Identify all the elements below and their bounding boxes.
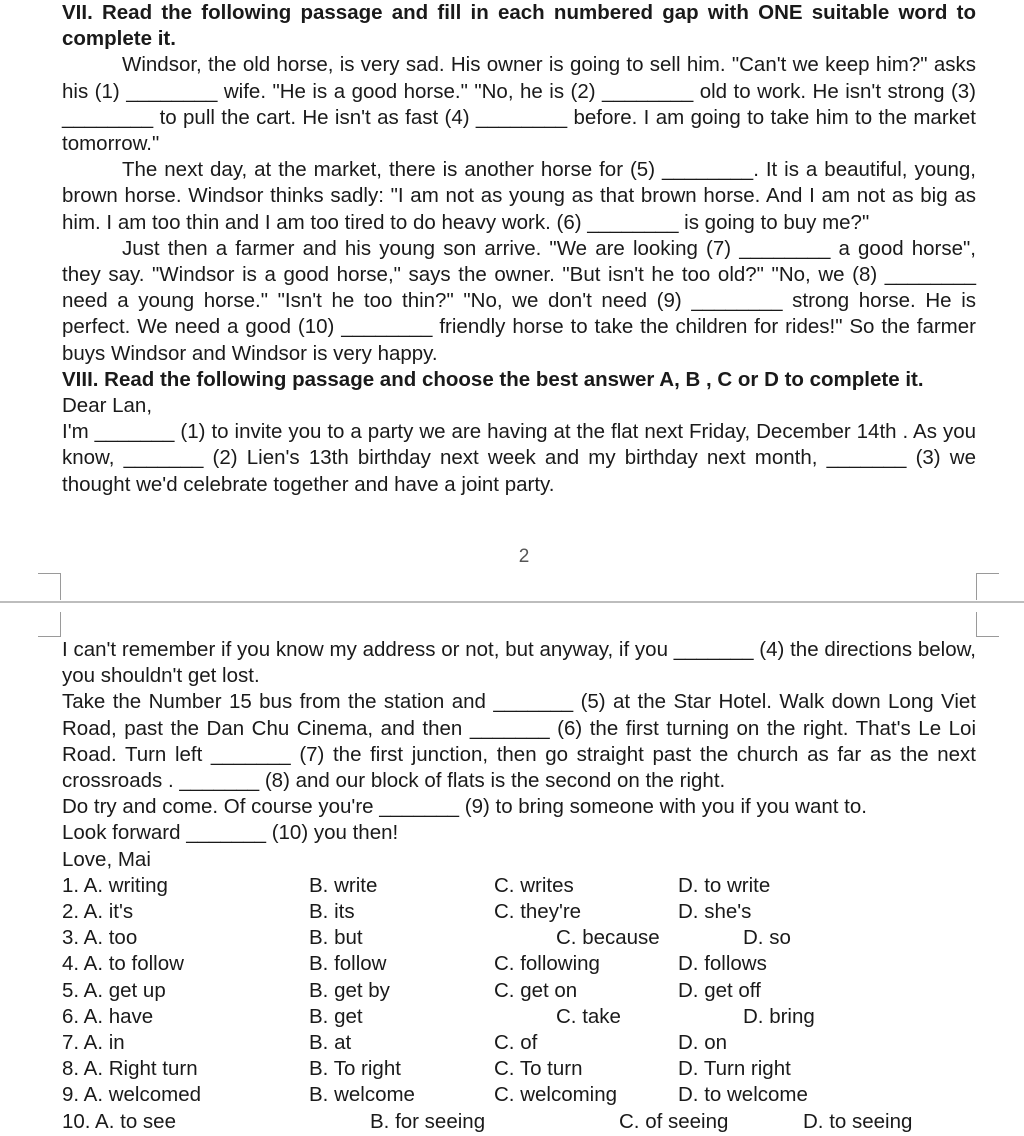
section-7-paragraph-3: Just then a farmer and his young son arrive. "We are looking (7) ________ a good horse", they say. "Windsor is a good horse," says the owner. "But isn't he too old?" "No, we (8) ________ need a young horse." "Isn't he too thin?" "No, we don't need (9) ________ strong horse. He is perfect. We need a good (10) ________ friendly horse to take the children for rides!" So the farmer buys Windsor and Windsor is very happy. xyxy=(62,236,976,365)
option-a: 4. A. to follow xyxy=(62,952,184,976)
option-b: B. welcome xyxy=(309,1083,415,1107)
option-d: D. so xyxy=(743,926,791,950)
option-row xyxy=(62,899,976,925)
option-b: B. write xyxy=(309,873,378,897)
option-a: 9. A. welcomed xyxy=(62,1083,202,1107)
section-7-paragraph-2: The next day, at the market, there is another horse for (5) ________. It is a beautiful, young, brown horse. Windsor thinks sadly: "I am not as young as that brown horse. And I am not as big as him. I am too thin and I am too tired to do heavy work. (6) ________ is going to buy me?" xyxy=(62,158,976,234)
option-b: B. get by xyxy=(309,978,390,1002)
page-corner-mark xyxy=(38,573,61,600)
option-d: D. bring xyxy=(743,1004,815,1028)
option-row xyxy=(62,951,976,977)
page-2 xyxy=(0,604,1024,1136)
option-a: 8. A. Right turn xyxy=(62,1057,198,1081)
option-row xyxy=(62,1004,976,1030)
option-c: C. because xyxy=(556,926,660,950)
option-a: 3. A. too xyxy=(62,926,138,950)
option-d: D. to welcome xyxy=(678,1083,808,1107)
option-c: C. take xyxy=(556,1004,621,1028)
page-corner-mark xyxy=(976,573,999,600)
page-2-content xyxy=(62,637,976,1135)
option-d: D. she's xyxy=(678,900,752,924)
option-d: D. to write xyxy=(678,873,771,897)
option-c: C. of xyxy=(494,1030,538,1054)
option-row xyxy=(62,1030,976,1056)
option-a: 10. A. to see xyxy=(62,1109,176,1133)
option-b: B. follow xyxy=(309,952,387,976)
option-d: D. Turn right xyxy=(678,1057,791,1081)
option-a: 5. A. get up xyxy=(62,978,166,1002)
option-d: D. on xyxy=(678,1030,727,1054)
option-b: B. but xyxy=(309,926,363,950)
option-c: C. following xyxy=(494,952,600,976)
option-row xyxy=(62,873,976,899)
letter-paragraph-2: I can't remember if you know my address or not, but anyway, if you _______ (4) the directions below, you shouldn't get lost. xyxy=(62,638,976,688)
option-d: D. follows xyxy=(678,952,767,976)
option-row xyxy=(62,1082,976,1108)
option-b: B. for seeing xyxy=(370,1109,486,1133)
option-a: 1. A. writing xyxy=(62,873,168,897)
option-row xyxy=(62,1109,976,1135)
option-row xyxy=(62,925,976,951)
option-b: B. To right xyxy=(309,1057,401,1081)
letter-paragraph-5: Look forward _______ (10) you then! xyxy=(62,821,399,845)
option-a: 2. A. it's xyxy=(62,900,134,924)
option-c: C. of seeing xyxy=(619,1109,729,1133)
option-d: D. to seeing xyxy=(803,1109,913,1133)
option-row xyxy=(62,978,976,1004)
answer-options xyxy=(62,873,976,1135)
option-a: 6. A. have xyxy=(62,1004,154,1028)
section-7-paragraph-1: Windsor, the old horse, is very sad. His owner is going to sell him. "Can't we keep him?" asks his (1) ________ wife. "He is a good horse." "No, he is (2) ________ old to work. He isn't strong (3) ________ to pull the cart. He isn't as fast (4) ________ before. I am going to take him to the market tomorrow." xyxy=(62,53,976,156)
option-d: D. get off xyxy=(678,978,761,1002)
letter-paragraph-3: Take the Number 15 bus from the station and _______ (5) at the Star Hotel. Walk down Long Viet Road, past the Dan Chu Cinema, and then _______ (6) the first turning on the right. That's Le Loi Road. Turn left _______ (7) the first junction, then go straight past the church as far as the next crossroads . _______ (8) and our block of flats is the second on the right. xyxy=(62,690,976,793)
page-number: 2 xyxy=(518,546,530,567)
option-a: 7. A. in xyxy=(62,1030,125,1054)
letter-paragraph-1: I'm _______ (1) to invite you to a party we are having at the flat next Friday, December 14th . As you know, _______ (2) Lien's 13th birthday next week and my birthday next month, _______ (3) we thought we'd celebrate together and have a joint party. xyxy=(62,420,976,496)
option-b: B. get xyxy=(309,1004,363,1028)
section-7-heading: VII. Read the following passage and fill in each numbered gap with ONE suitable word to complete it. xyxy=(62,1,976,51)
option-row xyxy=(62,1056,976,1082)
option-c: C. they're xyxy=(494,900,582,924)
letter-paragraph-4: Do try and come. Of course you're _______ (9) to bring someone with you if you want to. xyxy=(62,795,867,819)
option-c: C. writes xyxy=(494,873,574,897)
page-1-content xyxy=(62,0,976,498)
option-b: B. at xyxy=(309,1030,352,1054)
option-c: C. get on xyxy=(494,978,578,1002)
page-divider xyxy=(0,601,1024,603)
section-8-heading: VIII. Read the following passage and choose the best answer A, B , C or D to complete it. xyxy=(62,367,924,391)
option-c: C. welcoming xyxy=(494,1083,618,1107)
option-b: B. its xyxy=(309,900,355,924)
letter-greeting: Dear Lan, xyxy=(62,394,153,418)
letter-signoff: Love, Mai xyxy=(62,847,151,871)
option-c: C. To turn xyxy=(494,1057,583,1081)
